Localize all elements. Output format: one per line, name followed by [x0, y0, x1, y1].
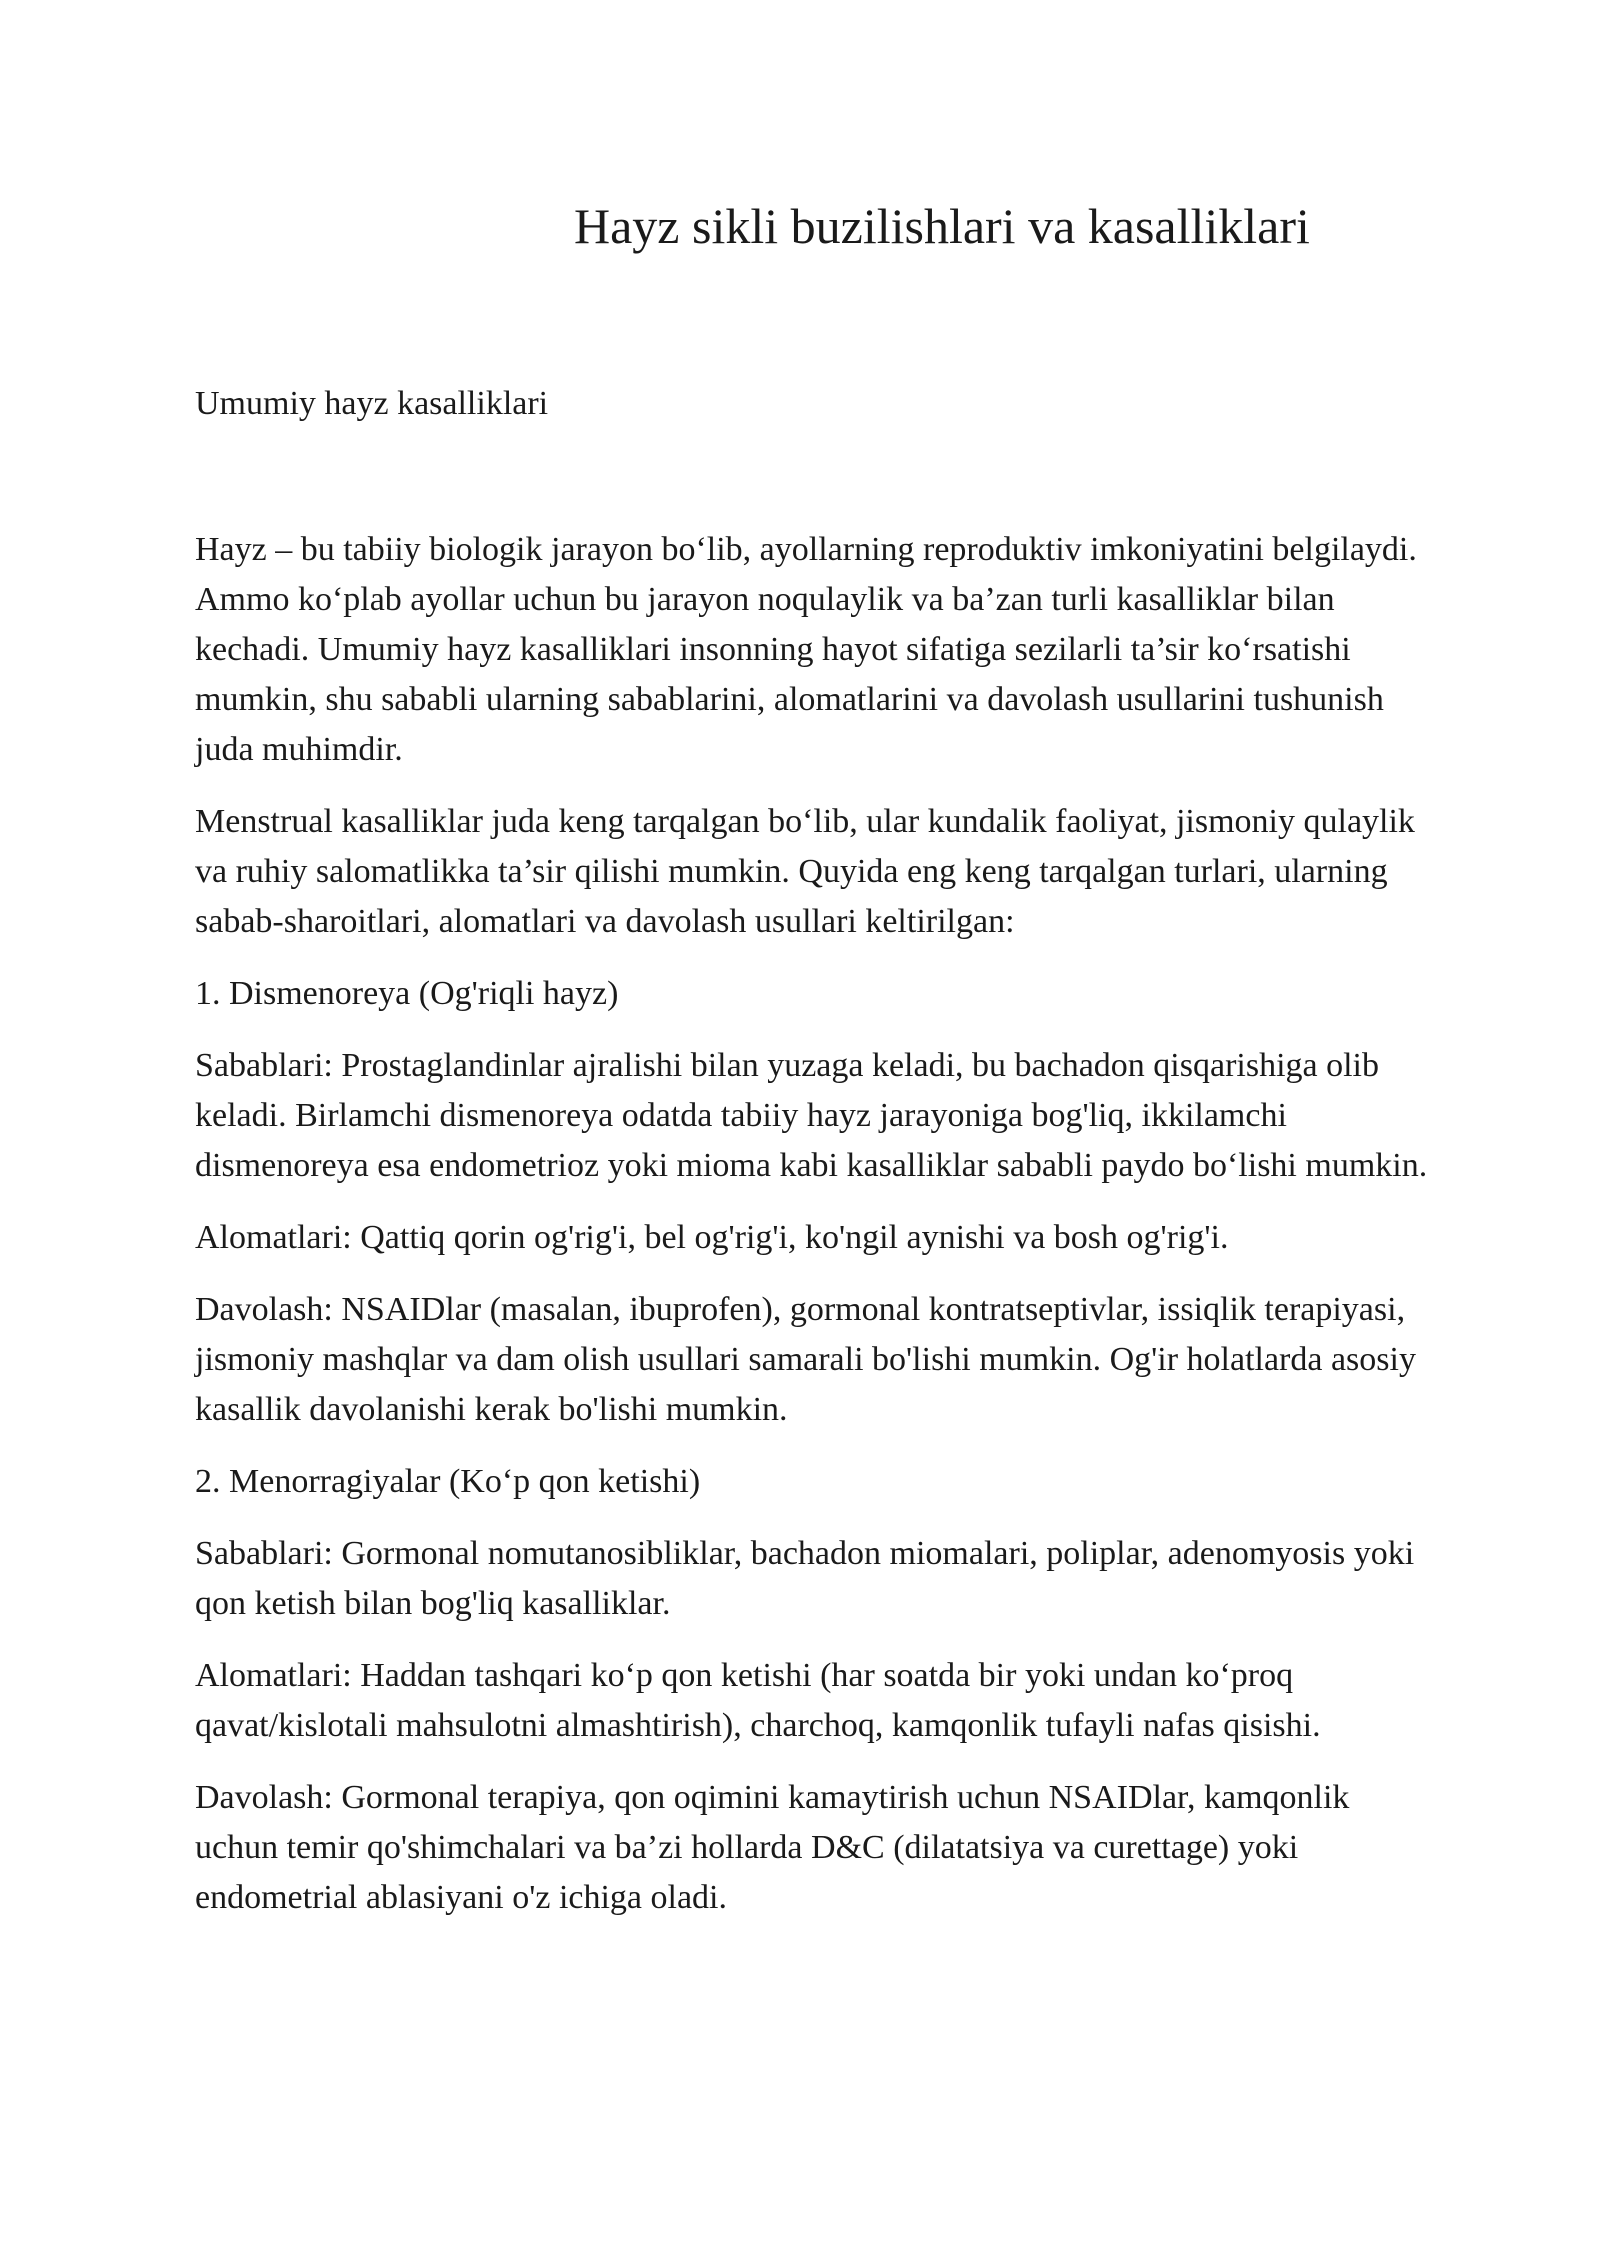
paragraph-dismenoreya-symptoms: Alomatlari: Qattiq qorin og'rig'i, bel og'rig'i, ko'ngil aynishi va bosh og'rig'i. — [195, 1219, 1229, 1256]
paragraph-menorragiya-symptoms: Alomatlari: Haddan tashqari ko‘p qon ketishi (har soatda bir yoki undan ko‘proq qavat/kislotali mahsulotni almashtirish), charchoq, kamqonlik tufayli nafas qisishi. — [195, 1657, 1321, 1744]
document-title: Hayz sikli buzilishlari va kasalliklari — [574, 198, 1310, 254]
document-body — [195, 525, 1435, 1945]
heading-menorragiya: 2. Menorragiyalar (Ko‘p qon ketishi) — [195, 1463, 701, 1500]
paragraph-overview: Menstrual kasalliklar juda keng tarqalgan bo‘lib, ular kundalik faoliyat, jismoniy qulaylik va ruhiy salomatlikka ta’sir qilishi mumkin. Quyida eng keng tarqalgan turlari, ularning sabab-sharoitlari, alomatlari va davolash usullari keltirilgan: — [195, 803, 1415, 940]
paragraph-intro: Hayz – bu tabiiy biologik jarayon bo‘lib, ayollarning reproduktiv imkoniyatini belgilaydi. Ammo ko‘plab ayollar uchun bu jarayon noqulaylik va ba’zan turli kasalliklar bilan kechadi. Umumiy hayz kasalliklari insonning hayot sifatiga sezilarli ta’sir ko‘rsatishi mumkin, shu sababli ularning sabablarini, alomatlarini va davolash usullarini tushunish juda muhimdir. — [195, 531, 1417, 768]
section-subtitle: Umumiy hayz kasalliklari — [195, 385, 549, 422]
heading-dismenoreya: 1. Dismenoreya (Og'riqli hayz) — [195, 975, 619, 1012]
paragraph-menorragiya-causes: Sabablari: Gormonal nomutanosibliklar, bachadon miomalari, poliplar, adenomyosis yoki qon ketish bilan bog'liq kasalliklar. — [195, 1535, 1415, 1622]
paragraph-dismenoreya-treatment: Davolash: NSAIDlar (masalan, ibuprofen), gormonal kontratseptivlar, issiqlik terapiyasi, jismoniy mashqlar va dam olish usullari samarali bo'lishi mumkin. Og'ir holatlarda asosiy kasallik davolanishi kerak bo'lishi mumkin. — [195, 1291, 1416, 1428]
paragraph-dismenoreya-causes: Sabablari: Prostaglandinlar ajralishi bilan yuzaga keladi, bu bachadon qisqarishiga olib keladi. Birlamchi dismenoreya odatda tabiiy hayz jarayoniga bog'liq, ikkilamchi dismenoreya esa endometrioz yoki mioma kabi kasalliklar sababli paydo bo‘lishi mumkin. — [195, 1047, 1428, 1184]
paragraph-menorragiya-treatment: Davolash: Gormonal terapiya, qon oqimini kamaytirish uchun NSAIDlar, kamqonlik uchun temir qo'shimchalari va ba’zi hollarda D&C (dilatatsiya va curettage) yoki endometrial ablasiyani o'z ichiga oladi. — [195, 1779, 1350, 1916]
